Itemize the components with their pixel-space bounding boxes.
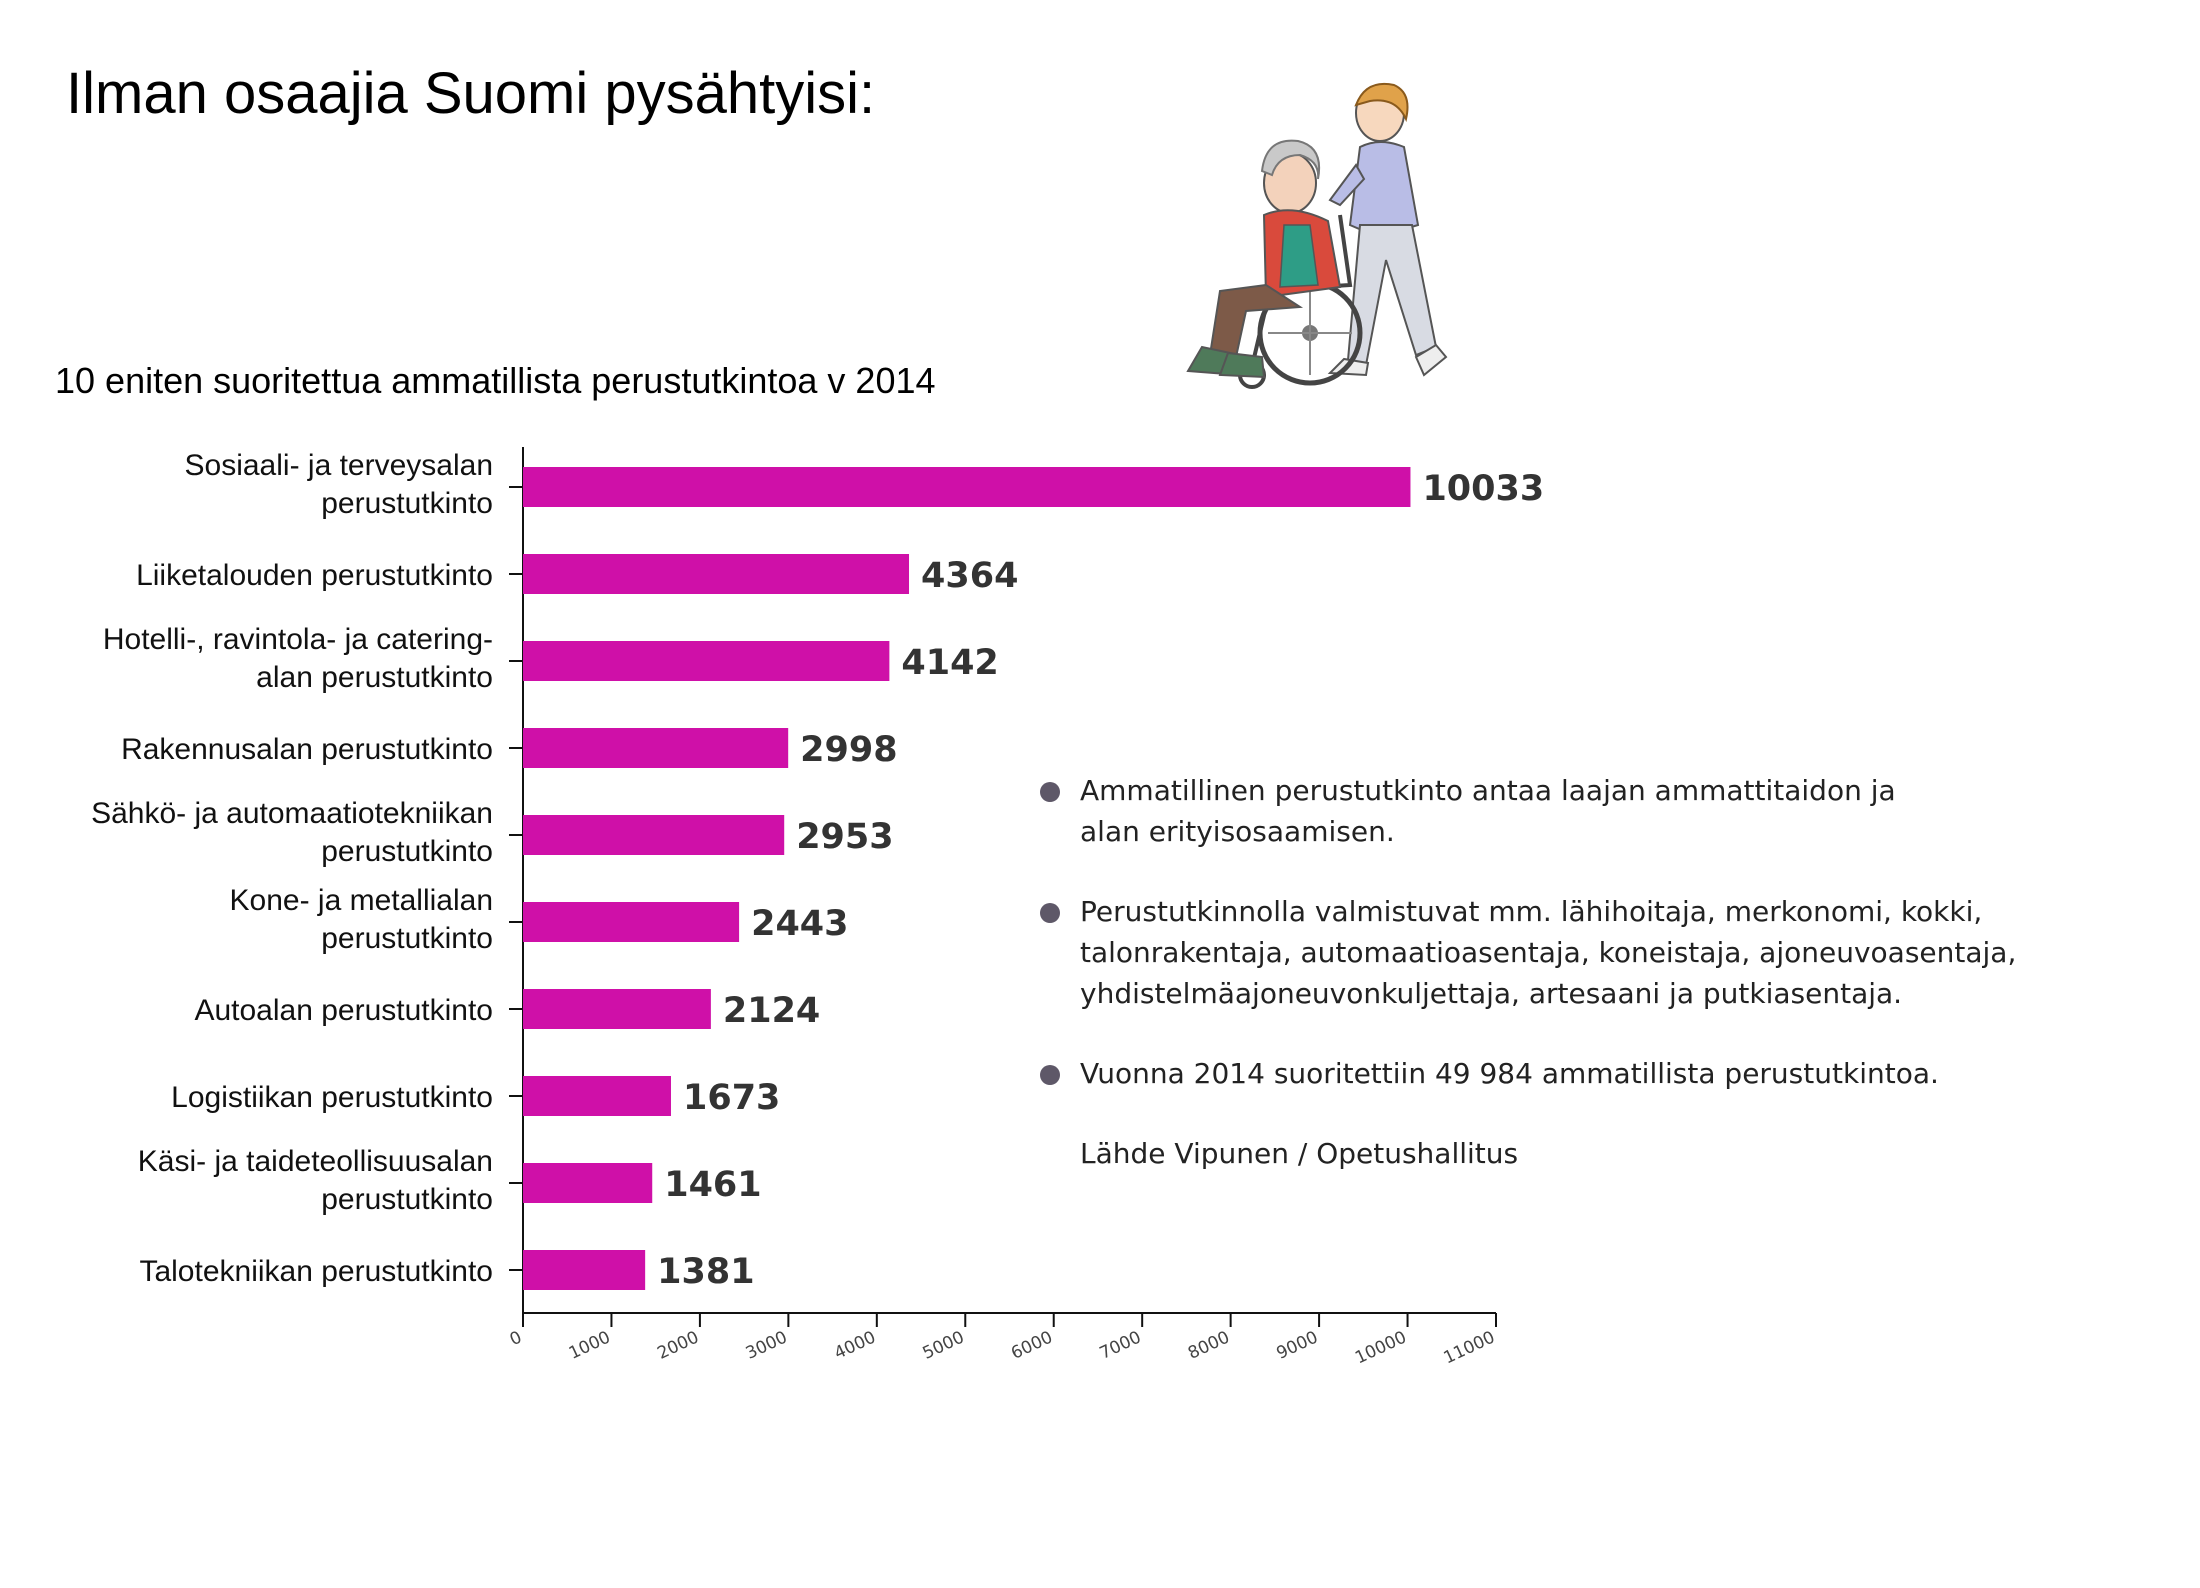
bar <box>523 641 889 681</box>
page-title: Ilman osaajia Suomi pysähtyisi: <box>66 61 876 126</box>
category-label: perustutkinto <box>321 922 493 955</box>
note-line: alan erityisosaamisen. <box>1080 815 1395 848</box>
note-item <box>1040 891 2040 1014</box>
x-tick-label: 10000 <box>1352 1327 1410 1369</box>
bar <box>523 467 1410 507</box>
bar-value-label: 1461 <box>664 1165 762 1205</box>
bar-value-label: 2443 <box>751 904 849 944</box>
category-label: Käsi- ja taideteollisuusalan <box>137 1145 493 1178</box>
bar <box>523 1163 652 1203</box>
bar <box>523 554 909 594</box>
bar-value-label: 10033 <box>1422 469 1545 509</box>
category-label: perustutkinto <box>321 487 493 520</box>
x-tick-label: 0 <box>506 1327 526 1351</box>
x-tick-label: 7000 <box>1096 1327 1145 1364</box>
category-label: perustutkinto <box>321 1183 493 1216</box>
x-tick-label: 2000 <box>654 1327 703 1364</box>
category-label: perustutkinto <box>321 835 493 868</box>
x-tick-label: 11000 <box>1440 1327 1499 1369</box>
x-tick-label: 8000 <box>1185 1327 1233 1364</box>
bar-value-label: 2124 <box>722 991 821 1031</box>
category-label: Talotekniikan perustutkinto <box>139 1255 493 1288</box>
category-label: alan perustutkinto <box>256 661 493 694</box>
x-tick-label: 1000 <box>565 1327 614 1364</box>
bullet-icon <box>1040 782 1060 802</box>
bar <box>523 989 711 1029</box>
category-label: Sosiaali- ja terveysalan <box>184 449 493 482</box>
notes-panel <box>1040 770 2040 1174</box>
x-tick-label: 3000 <box>742 1327 791 1364</box>
category-label: Logistiikan perustutkinto <box>171 1081 493 1114</box>
bar-value-label: 4364 <box>921 556 1019 596</box>
bar-value-label: 1381 <box>657 1252 755 1292</box>
note-line: talonrakentaja, automaatioasentaja, koneistaja, ajoneuvoasentaja, <box>1080 936 2017 969</box>
chart-subtitle: 10 eniten suoritettua ammatillista perustutkintoa v 2014 <box>55 360 936 401</box>
bar <box>523 902 739 942</box>
category-label: Liiketalouden perustutkinto <box>136 559 493 592</box>
category-label: Rakennusalan perustutkinto <box>121 733 493 766</box>
bar-value-label: 2953 <box>796 817 894 857</box>
x-tick-label: 6000 <box>1008 1327 1056 1364</box>
category-label: Autoalan perustutkinto <box>194 994 493 1027</box>
bullet-icon <box>1040 1065 1060 1085</box>
bar-value-label: 2998 <box>800 730 898 770</box>
note-line: yhdistelmäajoneuvonkuljettaja, artesaani ja putkiasentaja. <box>1080 977 1903 1010</box>
x-tick-label: 9000 <box>1273 1327 1322 1364</box>
x-tick-label: 4000 <box>831 1327 879 1364</box>
category-label: Sähkö- ja automaatiotekniikan <box>91 797 493 830</box>
x-tick-label: 5000 <box>919 1327 968 1364</box>
bar-value-label: 4142 <box>901 643 999 683</box>
note-item <box>1040 1053 2040 1094</box>
bar <box>523 1076 671 1116</box>
bar <box>523 1250 645 1290</box>
bar <box>523 728 788 768</box>
note-line: Vuonna 2014 suoritettiin 49 984 ammatillista perustutkintoa. <box>1080 1057 1939 1090</box>
bar-value-label: 1673 <box>682 1078 781 1118</box>
category-label: Hotelli-, ravintola- ja catering- <box>102 623 493 656</box>
note-line: Perustutkinnolla valmistuvat mm. lähihoitaja, merkonomi, kokki, <box>1080 895 1983 928</box>
bar <box>523 815 784 855</box>
note-line: Ammatillinen perustutkinto antaa laajan ammattitaidon ja <box>1080 774 1896 807</box>
source-text: Lähde Vipunen / Opetushallitus <box>1080 1137 1519 1170</box>
note-item <box>1040 770 2040 852</box>
category-label: Kone- ja metallialan <box>229 884 493 917</box>
bullet-icon <box>1040 903 1060 923</box>
